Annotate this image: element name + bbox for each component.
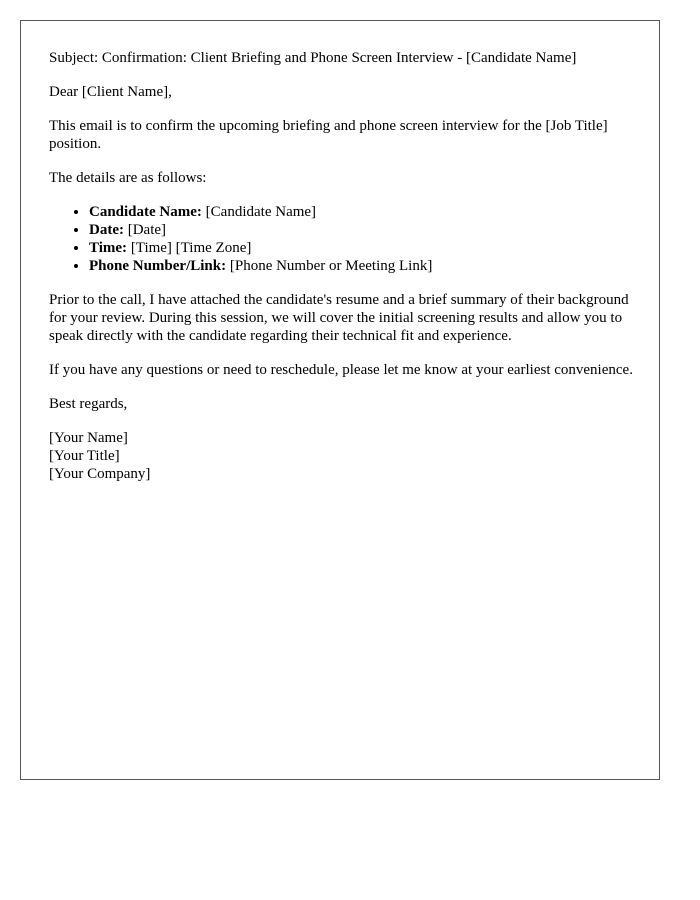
sign-off: Best regards, xyxy=(49,396,128,412)
detail-item-candidate-name xyxy=(89,203,634,221)
signature-name: [Your Name] xyxy=(49,430,128,446)
email-greeting: Dear [Client Name], xyxy=(49,84,172,100)
closing-paragraph: If you have any questions or need to reschedule, please let me know at your earliest convenience. xyxy=(49,362,633,378)
detail-item-time xyxy=(89,239,634,257)
letter-content xyxy=(49,49,634,499)
detail-label: Candidate Name: xyxy=(89,204,202,220)
details-intro: The details are as follows: xyxy=(49,170,207,186)
detail-value: [Date] xyxy=(123,222,167,238)
signature-block xyxy=(49,429,634,483)
detail-item-phone-link xyxy=(89,257,634,275)
details-list xyxy=(49,203,634,275)
email-subject: Subject: Confirmation: Client Briefing and Phone Screen Interview - [Candidate Name] xyxy=(49,50,577,66)
body-paragraph: Prior to the call, I have attached the candidate's resume and a brief summary of their background for your review. During this session, we will cover the initial screening results and allow you to speak directly with the candidate regarding their technical fit and experience. xyxy=(49,292,629,344)
detail-label: Phone Number/Link: xyxy=(89,258,227,274)
signature-company: [Your Company] xyxy=(49,466,151,482)
detail-value: [Candidate Name] xyxy=(201,204,317,220)
detail-label: Date: xyxy=(89,222,124,238)
detail-value: [Phone Number or Meeting Link] xyxy=(226,258,433,274)
email-intro: This email is to confirm the upcoming briefing and phone screen interview for the [Job Title] position. xyxy=(49,118,608,152)
letter-page xyxy=(20,20,660,780)
signature-title: [Your Title] xyxy=(49,448,120,464)
detail-value: [Time] [Time Zone] xyxy=(127,240,252,256)
detail-item-date xyxy=(89,221,634,239)
detail-label: Time: xyxy=(89,240,128,256)
